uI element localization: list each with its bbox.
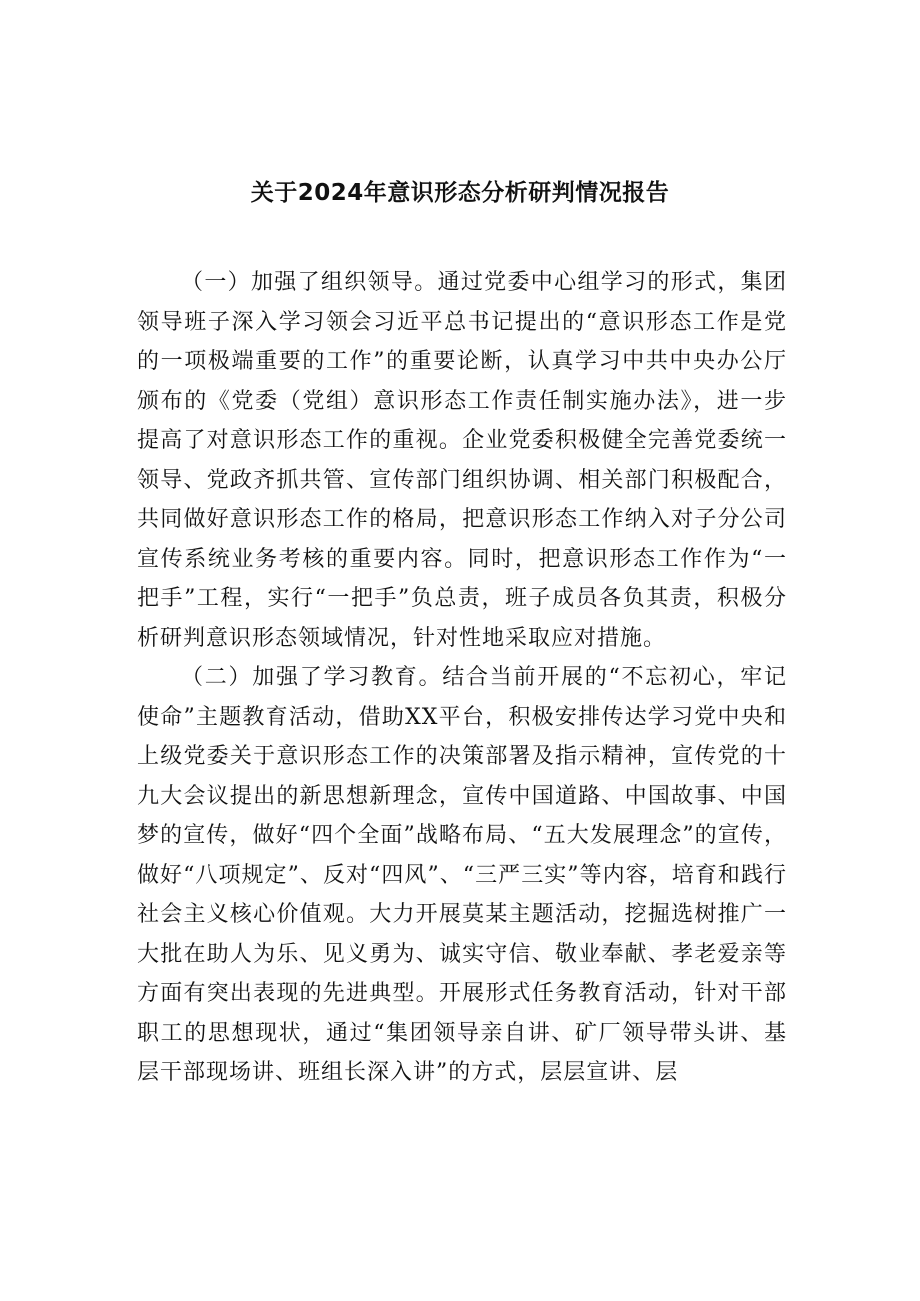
paragraph-study-education: （二）加强了学习教育。结合当前开展的“不忘初心，牢记使命”主题教育活动，借助XX平台，积极安排传达学习党中央和上级党委关于意识形态工作的决策部署及指示精神，宣传党的十九大会议提出的新思想新理念，宣传中国道路、中国故事、中国梦的宣传，做好“四个全面”战略布局、“五大发展理念”的宣传，做好“八项规定”、反对“四风”、“三严三实”等内容，培育和践行社会主义核心价值观。大力开展莫某主题活动，挖掘选树推广一大批在助人为乐、见义勇为、诚实守信、敬业奉献、孝老爱亲等方面有突出表现的先进典型。开展形式任务教育活动，针对干部职工的思想现状，通过“集团领导亲自讲、矿厂领导带头讲、基层干部现场讲、班组长深入讲”的方式，层层宣讲、层 (137, 665, 787, 1085)
document-title: 关于2024年意识形态分析研判情况报告 (250, 180, 670, 206)
document-body (137, 263, 787, 1093)
paragraph-organization-leadership: （一）加强了组织领导。通过党委中心组学习的形式，集团领导班子深入学习领会习近平总书记提出的“意识形态工作是党的一项极端重要的工作”的重要论断，认真学习中共中央办公厅颁布的《党委（党组）意识形态工作责任制实施办法》，进一步提高了对意识形态工作的重视。企业党委积极健全完善党委统一领导、党政齐抓共管、宣传部门组织协调、相关部门积极配合，共同做好意识形态工作的格局，把意识形态工作纳入对子分公司宣传系统业务考核的重要内容。同时，把意识形态工作作为“一把手”工程，实行“一把手”负总责，班子成员各负其责，积极分析研判意识形态领域情况，针对性地采取应对措施。 (137, 270, 787, 651)
